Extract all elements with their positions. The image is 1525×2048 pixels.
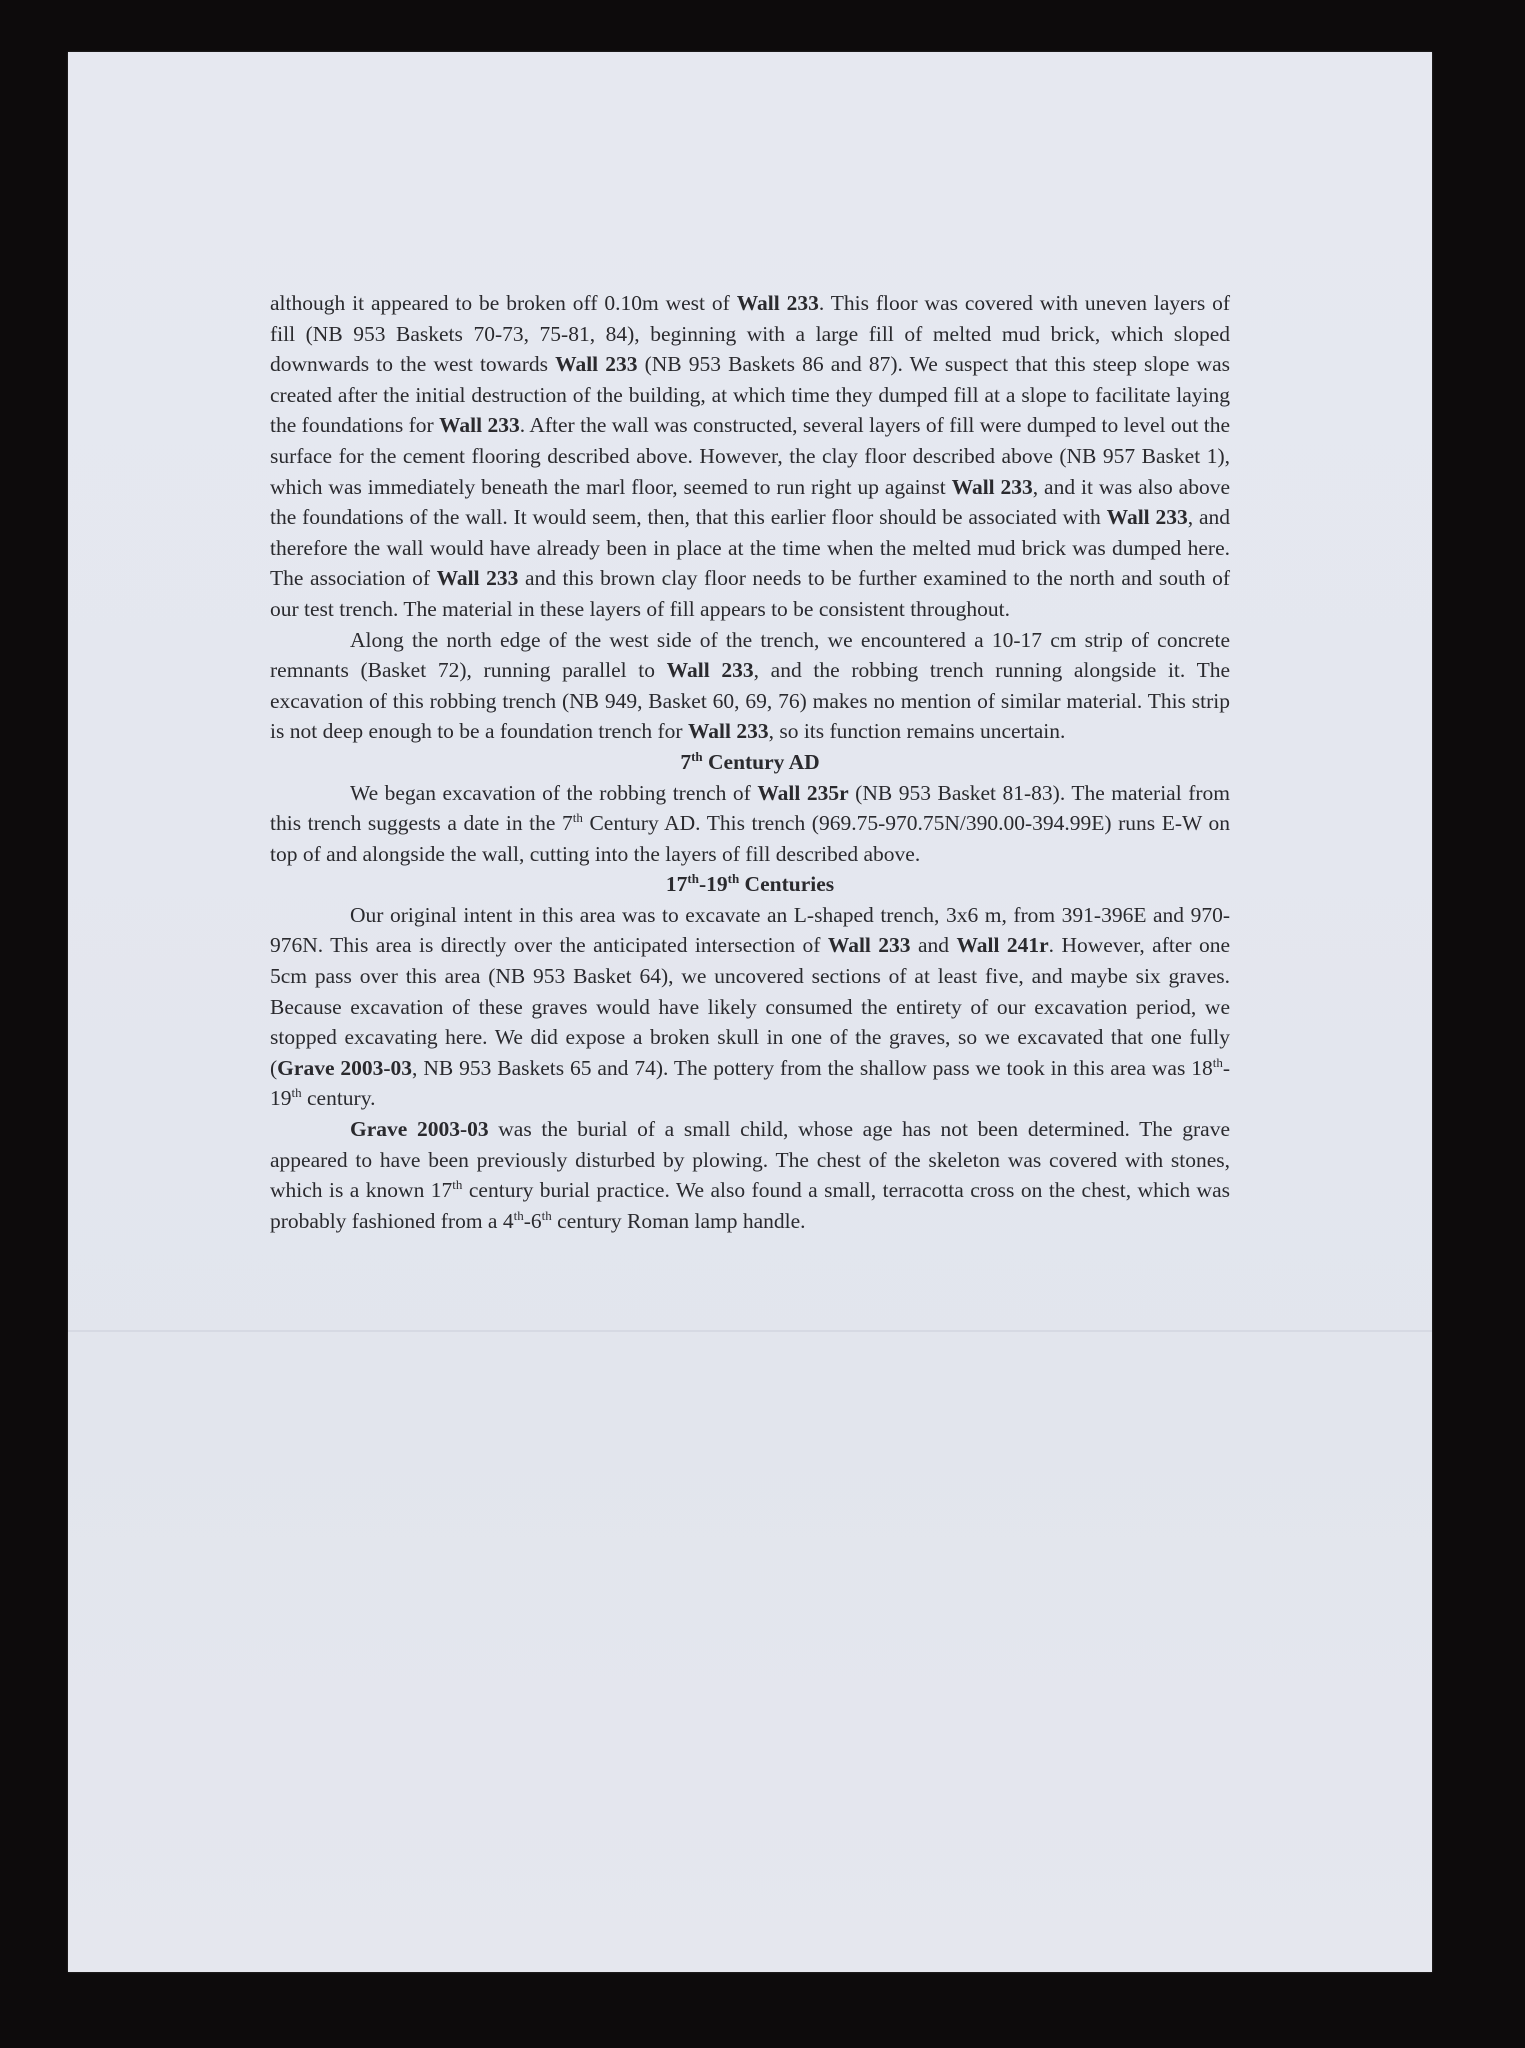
superscript: th bbox=[1212, 1054, 1223, 1070]
paragraph-grave-2003-03 bbox=[270, 1114, 1230, 1236]
text-run: , and the robbing trench running alongside it. The excavation of this robbing trench (NB 949, Basket 60, 69, 76) makes no mention of similar material. This strip is not deep enough to be a foundation trench for bbox=[270, 658, 1230, 744]
text-run: We began excavation of the robbing trench of bbox=[350, 780, 758, 805]
superscript: th bbox=[541, 1207, 552, 1223]
bold-term: Wall 233 bbox=[555, 352, 638, 377]
text-run: Our original intent in this area was to excavate an L-shaped trench, 3x6 m, from 391-396E and 970-976N. This area is directly over the anticipated intersection of bbox=[270, 902, 1230, 958]
section-heading-7th-century bbox=[270, 747, 1230, 778]
bold-term: Wall 233 bbox=[1106, 505, 1188, 530]
text-run: (NB 953 Baskets 86 and 87). We suspect that this steep slope was created after the initial destruction of the building, at which time they dumped fill at a slope to facilitate laying the foundations for bbox=[270, 352, 1230, 438]
bold-term: Grave 2003-03 bbox=[277, 1055, 413, 1080]
paragraph-wall-233-fill bbox=[270, 288, 1230, 625]
bold-term: Wall 233 bbox=[736, 291, 819, 315]
bold-term: Wall 233 bbox=[439, 413, 520, 438]
bold-term: Wall 233 bbox=[951, 474, 1033, 499]
bold-term: Wall 233 bbox=[687, 719, 769, 744]
text-run: . However, after one 5cm pass over this area (NB 953 Basket 64), we uncovered sections of at least five, and maybe six graves. Because excavation of these graves would have likely consumed the entirety of our excavation period, we stopped excavating here. We did expose a broken skull in one of the graves, so we excavated that one fully ( bbox=[270, 933, 1230, 1080]
bold-term: Wall 241r bbox=[956, 933, 1049, 958]
paragraph-robbing-trench bbox=[270, 778, 1230, 870]
text-run: (NB 953 Basket 81-83). The material from this trench suggests a date in the 7 bbox=[270, 780, 1230, 836]
text-run: Along the north edge of the west side of the trench, we encountered a 10-17 cm strip of concrete remnants (Basket 72), running parallel to bbox=[270, 627, 1230, 683]
bold-term: Wall 235r bbox=[757, 780, 849, 805]
text-run: was the burial of a small child, whose age has not been determined. The grave appeared to have been previously disturbed by plowing. The chest of the skeleton was covered with stones, which is a known 17 bbox=[270, 1117, 1230, 1203]
text-run: Century AD. This trench (969.75-970.75N/390.00-394.99E) runs E-W on top of and alongside the wall, cutting into the layers of fill described above. bbox=[270, 811, 1230, 866]
heading-superscript: th bbox=[687, 871, 699, 887]
paragraph-concrete-strip bbox=[270, 625, 1230, 747]
text-run: . After the wall was constructed, several layers of fill were dumped to level out the surface for the cement flooring described above. However, the clay floor described above (NB 957 Basket 1), which was immediately beneath the marl floor, seemed to run right up against bbox=[270, 413, 1230, 499]
text-run: . This floor was covered with uneven layers of fill (NB 953 Baskets 70-73, 75-81, 84), beginning with a large fill of melted mud brick, which sloped downwards to the west towards bbox=[270, 291, 1231, 377]
text-run: , and it was also above the foundations of the wall. It would seem, then, that this earlier floor should be associated with bbox=[270, 474, 1230, 530]
superscript: th bbox=[452, 1177, 463, 1193]
text-run: , NB 953 Baskets 65 and 74). The pottery from the shallow pass we took in this area was 18 bbox=[412, 1055, 1213, 1080]
text-run: century. bbox=[301, 1086, 376, 1111]
text-run: -19 bbox=[270, 1055, 1231, 1111]
superscript: th bbox=[572, 809, 583, 825]
text-run: century Roman lamp handle. bbox=[551, 1208, 806, 1233]
heading-text: Century AD bbox=[702, 749, 820, 774]
heading-text: Centuries bbox=[739, 872, 835, 897]
heading-text: 7 bbox=[680, 749, 692, 774]
paper-fold-line bbox=[68, 1330, 1432, 1332]
bold-term: Wall 233 bbox=[827, 933, 911, 958]
text-run: and bbox=[910, 933, 957, 958]
heading-superscript: th bbox=[727, 871, 740, 887]
document-body bbox=[270, 288, 1230, 1236]
text-run: and this brown clay floor needs to be further examined to the north and south of our test trench. The material in these layers of fill appears to be consistent throughout. bbox=[270, 566, 1230, 621]
text-run: -6 bbox=[523, 1208, 542, 1233]
superscript: th bbox=[291, 1085, 302, 1101]
text-run: , and therefore the wall would have already been in place at the time when the melted mud brick was dumped here. The association of bbox=[270, 505, 1231, 591]
heading-text: -19 bbox=[698, 872, 728, 897]
paragraph-graves-area bbox=[270, 900, 1230, 1114]
text-run: although it appeared to be broken off 0.10m west of bbox=[270, 291, 737, 315]
text-run: , so its function remains uncertain. bbox=[768, 719, 1066, 744]
section-heading-17th-19th-centuries bbox=[270, 869, 1230, 900]
bold-term: Grave 2003-03 bbox=[350, 1117, 489, 1142]
heading-text: 17 bbox=[665, 872, 688, 897]
bold-term: Wall 233 bbox=[666, 658, 754, 683]
text-run: century burial practice. We also found a small, terracotta cross on the chest, which was probably fashioned from a 4 bbox=[270, 1178, 1230, 1233]
heading-superscript: th bbox=[691, 748, 703, 764]
superscript: th bbox=[513, 1207, 524, 1223]
bold-term: Wall 233 bbox=[436, 566, 519, 591]
